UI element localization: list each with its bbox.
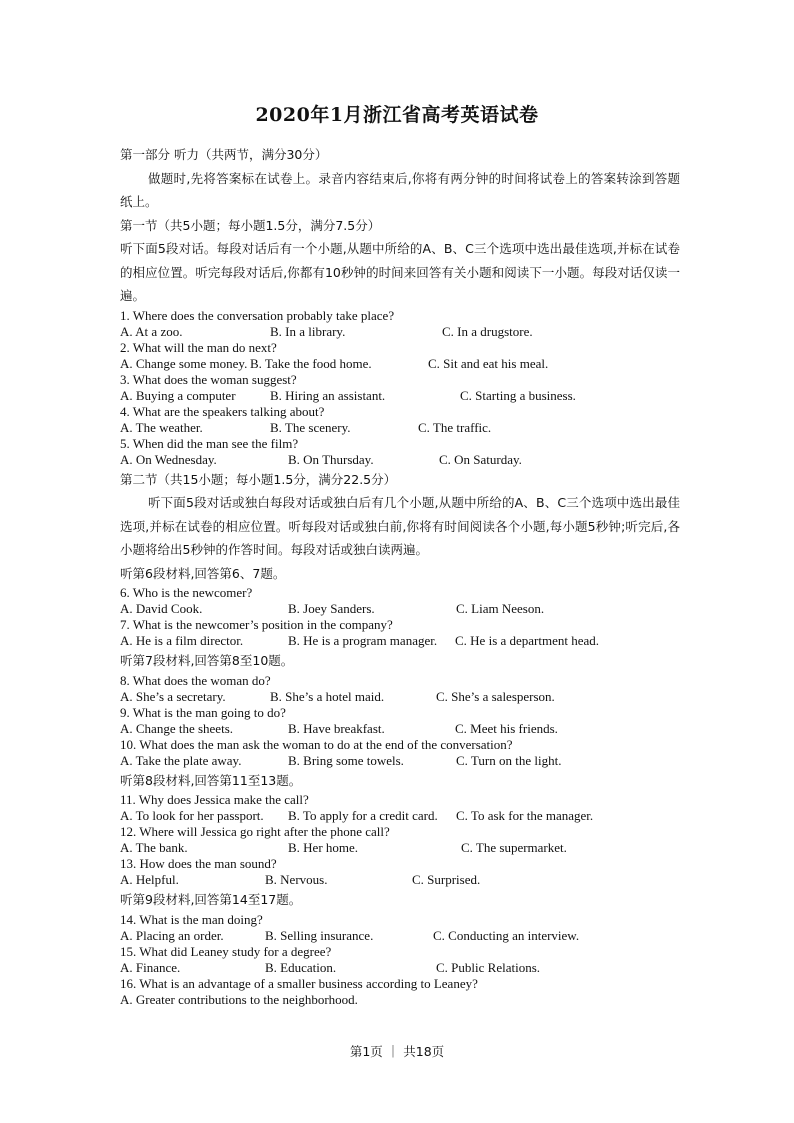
option-c: C. Starting a business.	[460, 387, 576, 403]
options-15	[120, 960, 680, 976]
option-b: B. The scenery.	[270, 419, 351, 435]
option-b: B. She’s a hotel maid.	[270, 688, 385, 704]
option-b: B. Take the food home.	[250, 355, 372, 371]
options-3	[120, 388, 680, 404]
option-a: A. The bank.	[120, 840, 188, 855]
options-4	[120, 420, 680, 436]
question-4: 4. What are the speakers talking about?	[120, 403, 325, 419]
material-heading: 听第6段材料,回答第6、7题。	[120, 565, 286, 581]
exam-content	[120, 143, 680, 1008]
option-a: A. Greater contributions to the neighborhood.	[120, 991, 358, 1007]
question-8: 8. What does the woman do?	[120, 672, 271, 688]
part-heading: 第一部分 听力（共两节，满分30分）	[120, 147, 328, 162]
option-b: B. Her home.	[288, 840, 359, 855]
options-1	[120, 324, 680, 340]
material-heading: 听第8段材料,回答第11至13题。	[120, 772, 302, 788]
options-12	[120, 840, 680, 856]
question-15: 15. What did Leaney study for a degree?	[120, 943, 332, 959]
question-2: 2. What will the man do next?	[120, 339, 277, 355]
option-b: B. Selling insurance.	[265, 927, 374, 943]
option-a: A. David Cook.	[120, 601, 203, 616]
material-heading: 听第9段材料,回答第14至17题。	[120, 892, 302, 907]
options-5	[120, 452, 680, 468]
material-heading: 听第7段材料,回答第8至10题。	[120, 653, 294, 668]
options-9	[120, 721, 680, 737]
question-13: 13. How does the man sound?	[120, 856, 277, 871]
option-a: A. To look for her passport.	[120, 808, 264, 823]
option-a: A. At a zoo.	[120, 323, 183, 339]
option-a: A. Buying a computer	[120, 387, 236, 403]
option-a: A. Change the sheets.	[120, 720, 234, 736]
section-heading: 第二节（共15小题；每小题1.5分，满分22.5分）	[120, 471, 397, 487]
option-c: C. He is a department head.	[455, 633, 600, 648]
option-c: C. The traffic.	[418, 419, 492, 435]
option-a: A. Take the plate away.	[120, 752, 242, 768]
option-c: C. She’s a salesperson.	[436, 688, 555, 704]
option-c: C. Meet his friends.	[455, 720, 558, 736]
option-c: C. Liam Neeson.	[456, 601, 545, 616]
option-a: A. He is a film director.	[120, 633, 244, 648]
option-a: A. On Wednesday.	[120, 451, 217, 467]
option-b: B. In a library.	[270, 323, 346, 339]
option-c: C. The supermarket.	[461, 840, 567, 855]
options-2	[120, 356, 680, 372]
option-b: B. Bring some towels.	[288, 752, 404, 768]
options-16	[120, 992, 680, 1008]
option-b: B. Hiring an assistant.	[270, 387, 386, 403]
options-11	[120, 808, 680, 824]
question-9: 9. What is the man going to do?	[120, 704, 286, 720]
option-c: C. Sit and eat his meal.	[428, 355, 549, 371]
question-1: 1. Where does the conversation probably take place?	[120, 307, 395, 323]
option-b: B. Education.	[265, 959, 337, 975]
option-c: C. On Saturday.	[439, 451, 522, 467]
option-a: A. Change some money.	[120, 355, 248, 371]
question-12: 12. Where will Jessica go right after the phone call?	[120, 824, 390, 839]
options-6	[120, 601, 680, 617]
option-a: A. The weather.	[120, 419, 203, 435]
question-6: 6. Who is the newcomer?	[120, 585, 253, 600]
options-10	[120, 753, 680, 769]
question-5: 5. When did the man see the film?	[120, 435, 299, 451]
question-10: 10. What does the man ask the woman to do at the end of the conversation?	[120, 736, 513, 752]
question-11: 11. Why does Jessica make the call?	[120, 792, 309, 807]
option-b: B. He is a program manager.	[288, 633, 438, 648]
question-14: 14. What is the man doing?	[120, 911, 263, 927]
option-b: B. Joey Sanders.	[288, 601, 375, 616]
option-b: B. On Thursday.	[288, 451, 374, 467]
option-a: A. Finance.	[120, 959, 181, 975]
section-heading: 第一节（共5小题；每小题1.5分，满分7.5分）	[120, 217, 381, 233]
option-a: A. Placing an order.	[120, 927, 224, 943]
option-b: B. Nervous.	[265, 872, 328, 887]
question-16: 16. What is an advantage of a smaller business according to Leaney?	[120, 975, 478, 991]
option-a: A. Helpful.	[120, 872, 179, 887]
option-c: C. Turn on the light.	[456, 752, 562, 768]
options-14	[120, 928, 680, 944]
intro-paragraph: 做题时,先将答案标在试卷上。录音内容结束后,你将有两分钟的时间将试卷上的答案转涂到答题纸上。	[120, 170, 680, 209]
question-3: 3. What does the woman suggest?	[120, 371, 297, 387]
option-c: C. In a drugstore.	[442, 323, 533, 339]
option-a: A. She’s a secretary.	[120, 688, 226, 704]
page-title: 2020年1月浙江省高考英语试卷	[255, 104, 539, 126]
options-8	[120, 689, 680, 705]
section-directions: 听下面5段对话或独白每段对话或独白后有几个小题,从题中所给的A、B、C三个选项中选出最佳选项,并标在试卷的相应位置。听每段对话或独白前,你将有时间阅读各个小题,每小题5秒钟;听完后,各小题将给出5秒钟的作答时间。每段对话或独白读两遍。	[120, 495, 680, 557]
option-b: B. Have breakfast.	[288, 720, 385, 736]
option-c: C. Surprised.	[412, 872, 481, 887]
question-7: 7. What is the newcomer’s position in the company?	[120, 617, 393, 632]
page-footer: 第1页 ｜ 共18页	[349, 1044, 445, 1059]
option-c: C. Public Relations.	[436, 959, 540, 975]
option-c: C. Conducting an interview.	[433, 927, 580, 943]
section-directions: 听下面5段对话。每段对话后有一个小题,从题中所给的A、B、C三个选项中选出最佳选项,并标在试卷的相应位置。听完每段对话后,你都有10秒钟的时间来回答有关小题和阅读下一小题。每段对话仅读一遍。	[120, 241, 680, 303]
options-13	[120, 872, 680, 888]
options-7	[120, 633, 680, 649]
option-c: C. To ask for the manager.	[456, 808, 594, 823]
option-b: B. To apply for a credit card.	[288, 808, 438, 823]
